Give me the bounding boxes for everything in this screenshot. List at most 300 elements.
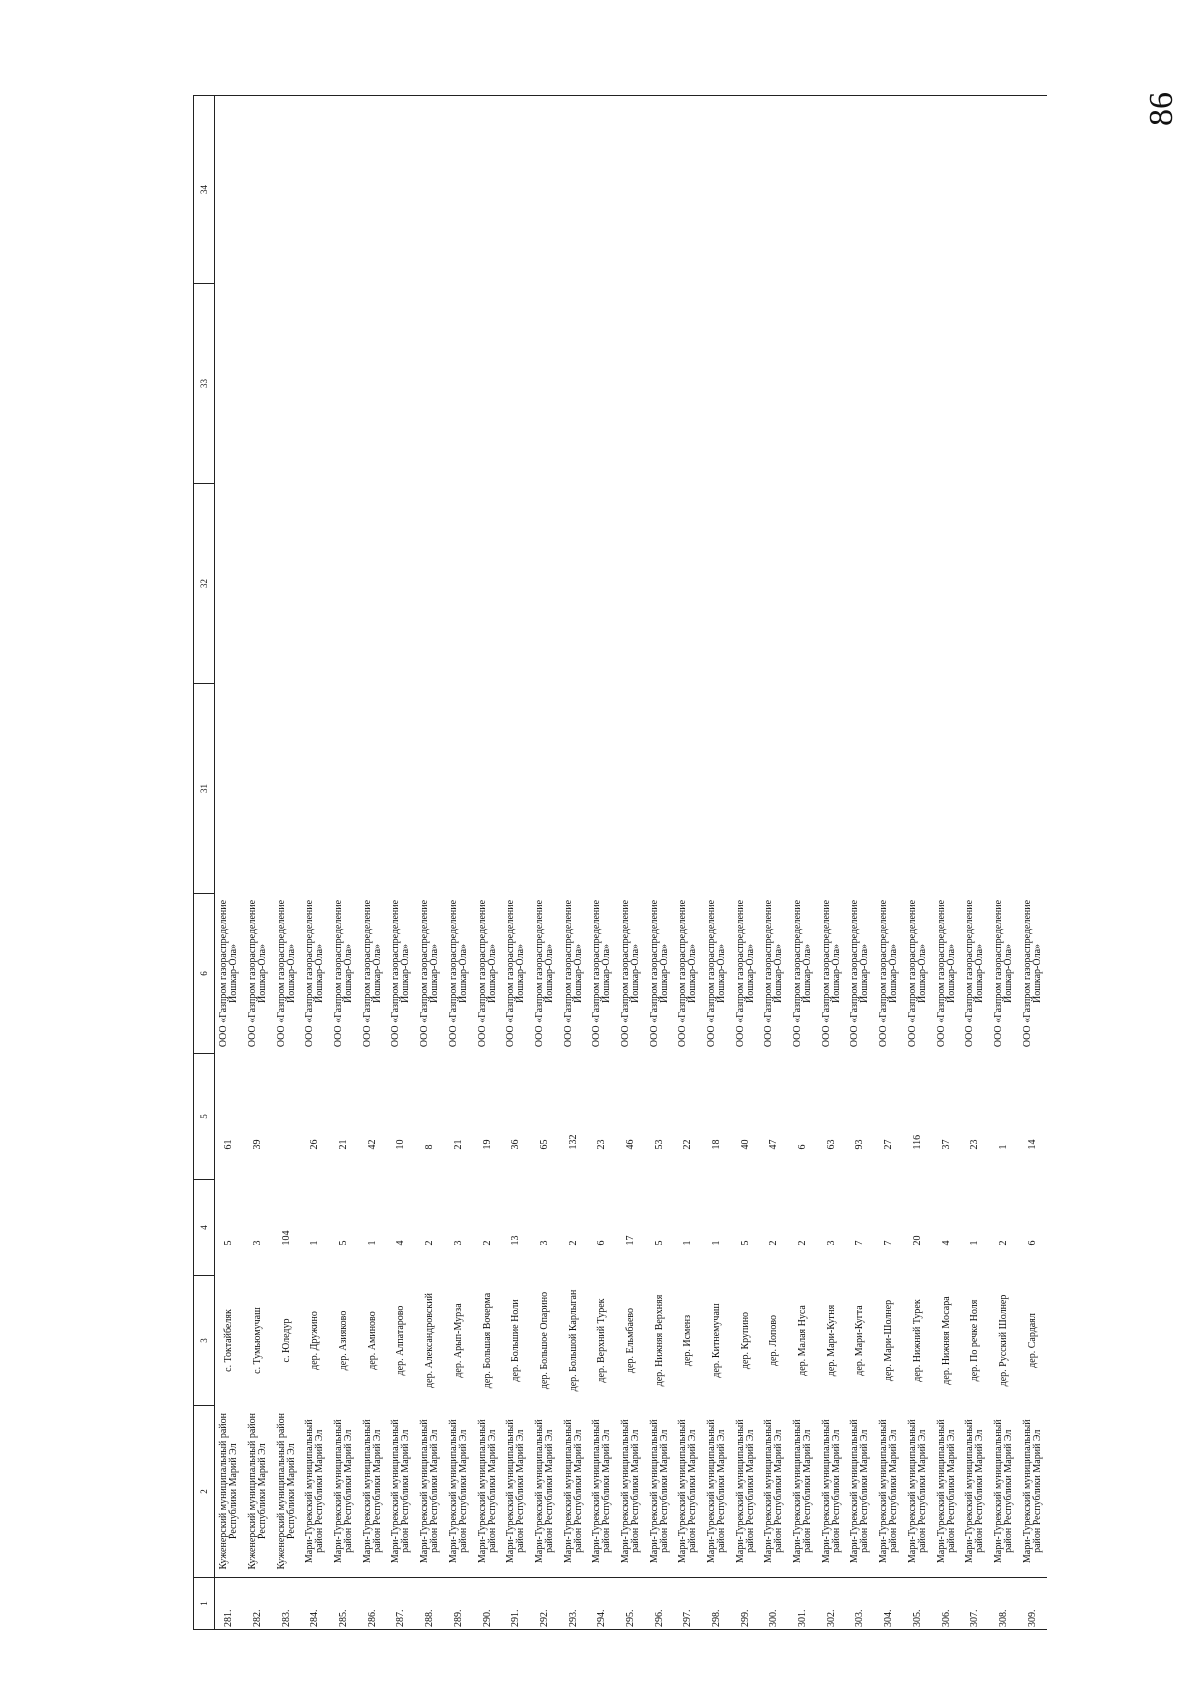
table-row (904, 96, 933, 1630)
cell-c2: Мари-Турекский муниципальный район Республики Марий Эл (734, 1419, 756, 1564)
cell-c4: 5 (653, 1240, 665, 1246)
empty-cell (731, 684, 760, 894)
cell-c2: Мари-Турекский муниципальный район Республики Марий Эл (849, 1419, 871, 1564)
empty-cell (990, 484, 1019, 684)
empty-cell (387, 96, 416, 284)
table-row (330, 96, 359, 1630)
empty-cell (1018, 284, 1047, 484)
cell-c1: 295. (617, 1578, 646, 1630)
cell-c5: 40 (739, 1139, 751, 1150)
table-row (990, 96, 1019, 1630)
cell-c2: Куженерский муниципальный район Республики Марий Эл (275, 1412, 297, 1570)
cell-c4: 7 (854, 1240, 866, 1246)
cell-c5: 65 (538, 1139, 550, 1150)
cell-c4: 3 (452, 1240, 464, 1246)
cell-c6: ООО «Газпром газораспределение Йошкар-Ола» (964, 899, 986, 1048)
empty-cell (1018, 96, 1047, 284)
empty-cell (731, 484, 760, 684)
cell-c2: Мари-Турекский муниципальный район Республики Марий Эл (1021, 1419, 1043, 1564)
empty-cell (445, 96, 474, 284)
cell-c6: ООО «Газпром газораспределение Йошкар-Ола» (619, 899, 641, 1048)
empty-cell (502, 484, 531, 684)
cell-c4: 2 (424, 1240, 436, 1246)
empty-cell (330, 96, 359, 284)
empty-cell (1018, 684, 1047, 894)
cell-c5: 47 (768, 1139, 780, 1150)
empty-cell (588, 484, 617, 684)
cell-c6: ООО «Газпром газораспределение Йошкар-Ола» (419, 899, 441, 1048)
empty-cell (330, 284, 359, 484)
column-header-2: 2 (194, 1406, 215, 1578)
cell-c5: 63 (825, 1139, 837, 1150)
empty-cell (617, 96, 646, 284)
page-number: 86 (1143, 92, 1180, 126)
empty-cell (531, 284, 560, 484)
cell-c3: дер. Мари-Кугня (825, 1304, 837, 1377)
table-row (559, 96, 588, 1630)
cell-c6: ООО «Газпром газораспределение Йошкар-Ола» (792, 899, 814, 1048)
cell-c4: 1 (682, 1240, 694, 1246)
cell-c4: 20 (911, 1235, 923, 1246)
empty-cell (932, 484, 961, 684)
cell-c5: 23 (969, 1139, 981, 1150)
cell-c3: дер. Дружино (309, 1311, 321, 1370)
empty-cell (272, 284, 301, 484)
table-row (645, 96, 674, 1630)
cell-c5: 10 (395, 1139, 407, 1150)
cell-c1: 288. (416, 1578, 445, 1630)
cell-c4: 2 (997, 1240, 1009, 1246)
column-header-6: 6 (194, 894, 215, 1054)
cell-c3: дер. Арып-Мурза (452, 1303, 464, 1378)
empty-cell (244, 96, 273, 284)
cell-c1: 298. (703, 1578, 732, 1630)
cell-c2: Мари-Турекский муниципальный район Республики Марий Эл (304, 1419, 326, 1564)
empty-cell (904, 684, 933, 894)
empty-cell (645, 96, 674, 284)
empty-cell (990, 96, 1019, 284)
cell-c2: Мари-Турекский муниципальный район Республики Марий Эл (591, 1419, 613, 1564)
empty-cell (588, 96, 617, 284)
empty-cell (617, 284, 646, 484)
table-row (445, 96, 474, 1630)
empty-cell (416, 96, 445, 284)
cell-c4: 4 (395, 1240, 407, 1246)
table-body (215, 96, 1047, 1630)
cell-c3: дер. По речке Ноля (969, 1299, 981, 1382)
empty-cell (358, 284, 387, 484)
cell-c4: 2 (797, 1240, 809, 1246)
cell-c1: 296. (645, 1578, 674, 1630)
cell-c6: ООО «Газпром газораспределение Йошкар-Ола» (591, 899, 613, 1048)
column-header-4: 4 (194, 1180, 215, 1276)
column-header-5: 5 (194, 1054, 215, 1180)
cell-c2: Мари-Турекский муниципальный район Республики Марий Эл (706, 1419, 728, 1564)
cell-c2: Мари-Турекский муниципальный район Республики Марий Эл (447, 1419, 469, 1564)
cell-c2: Мари-Турекский муниципальный район Республики Марий Эл (677, 1419, 699, 1564)
column-header-31: 31 (194, 684, 215, 894)
cell-c3: дер. Нижняя Мосара (940, 1296, 952, 1385)
cell-c3: дер. Верхний Турек (596, 1298, 608, 1383)
header-row (194, 96, 215, 1630)
cell-c2: Мари-Турекский муниципальный район Республики Марий Эл (333, 1419, 355, 1564)
cell-c6: ООО «Газпром газораспределение Йошкар-Ола» (361, 899, 383, 1048)
cell-c4: 5 (223, 1240, 235, 1246)
column-header-1: 1 (194, 1578, 215, 1630)
cell-c1: 306. (932, 1578, 961, 1630)
cell-c3: дер. Мари-Кугта (854, 1305, 866, 1376)
cell-c5: 42 (366, 1139, 378, 1150)
empty-cell (846, 96, 875, 284)
cell-c3: дер. Китнемучаш (711, 1303, 723, 1378)
table-row (875, 96, 904, 1630)
cell-c6: ООО «Газпром газораспределение Йошкар-Ола» (677, 899, 699, 1048)
table-row (301, 96, 330, 1630)
cell-c6: ООО «Газпром газораспределение Йошкар-Ола» (476, 899, 498, 1048)
empty-cell (387, 284, 416, 484)
cell-c2: Мари-Турекский муниципальный район Республики Марий Эл (763, 1419, 785, 1564)
table-row (1018, 96, 1047, 1630)
cell-c1: 281. (215, 1578, 244, 1630)
empty-cell (473, 284, 502, 484)
cell-c5: 37 (940, 1139, 952, 1150)
table-row (502, 96, 531, 1630)
cell-c6: ООО «Газпром газораспределение Йошкар-Ола» (906, 899, 928, 1048)
empty-cell (502, 96, 531, 284)
cell-c4: 2 (768, 1240, 780, 1246)
cell-c6: ООО «Газпром газораспределение Йошкар-Ола» (992, 899, 1014, 1048)
cell-c1: 286. (358, 1578, 387, 1630)
empty-cell (358, 484, 387, 684)
table-row (617, 96, 646, 1630)
empty-cell (617, 684, 646, 894)
cell-c4: 3 (825, 1240, 837, 1246)
empty-cell (703, 96, 732, 284)
empty-cell (531, 684, 560, 894)
empty-cell (932, 96, 961, 284)
empty-cell (1018, 484, 1047, 684)
empty-cell (445, 284, 474, 484)
column-header-33: 33 (194, 284, 215, 484)
cell-c4: 1 (969, 1240, 981, 1246)
empty-cell (559, 96, 588, 284)
table-row (846, 96, 875, 1630)
empty-cell (731, 96, 760, 284)
cell-c3: с. Токтайбеляк (223, 1309, 235, 1372)
cell-c4: 2 (481, 1240, 493, 1246)
empty-cell (645, 484, 674, 684)
cell-c6: ООО «Газпром газораспределение Йошкар-Ола» (648, 899, 670, 1048)
cell-c1: 300. (760, 1578, 789, 1630)
empty-cell (272, 96, 301, 284)
cell-c4: 3 (538, 1240, 550, 1246)
cell-c4: 1 (366, 1240, 378, 1246)
cell-c2: Куженерский муниципальный район Республики Марий Эл (218, 1412, 240, 1570)
cell-c5: 22 (682, 1139, 694, 1150)
empty-cell (387, 484, 416, 684)
empty-cell (760, 96, 789, 284)
empty-cell (674, 96, 703, 284)
empty-cell (301, 484, 330, 684)
empty-cell (817, 684, 846, 894)
cell-c5: 53 (653, 1139, 665, 1150)
cell-c2: Мари-Турекский муниципальный район Республики Марий Эл (935, 1419, 957, 1564)
empty-cell (817, 284, 846, 484)
empty-cell (961, 484, 990, 684)
cell-c3: дер. Александровский (424, 1293, 436, 1388)
cell-c6: ООО «Газпром газораспределение Йошкар-Ола» (820, 899, 842, 1048)
cell-c5: 46 (624, 1139, 636, 1150)
cell-c5: 14 (1026, 1139, 1038, 1150)
table-row (703, 96, 732, 1630)
cell-c4: 2 (567, 1240, 579, 1246)
cell-c3: дер. Нижний Турек (911, 1299, 923, 1382)
empty-cell (703, 484, 732, 684)
empty-cell (502, 684, 531, 894)
empty-cell (703, 284, 732, 484)
cell-c3: дер. Сардаял (1026, 1313, 1038, 1368)
empty-cell (990, 284, 1019, 484)
cell-c2: Мари-Турекский муниципальный район Республики Марий Эл (361, 1419, 383, 1564)
cell-c5: 21 (452, 1139, 464, 1150)
cell-c5: 21 (338, 1139, 350, 1150)
cell-c2: Мари-Турекский муниципальный район Республики Марий Эл (648, 1419, 670, 1564)
cell-c4: 7 (883, 1240, 895, 1246)
empty-cell (674, 484, 703, 684)
cell-c1: 287. (387, 1578, 416, 1630)
table-row (817, 96, 846, 1630)
cell-c5: 132 (567, 1134, 579, 1150)
cell-c5: 19 (481, 1139, 493, 1150)
cell-c3: дер. Мари-Шолнер (883, 1299, 895, 1382)
empty-cell (387, 684, 416, 894)
empty-cell (961, 96, 990, 284)
table-row (473, 96, 502, 1630)
cell-c1: 301. (789, 1578, 818, 1630)
empty-cell (789, 484, 818, 684)
empty-cell (244, 484, 273, 684)
empty-cell (559, 284, 588, 484)
cell-c1: 299. (731, 1578, 760, 1630)
cell-c2: Мари-Турекский муниципальный район Республики Марий Эл (820, 1419, 842, 1564)
cell-c2: Куженерский муниципальный район Республики Марий Эл (247, 1412, 269, 1570)
cell-c3: дер. Большой Карлыган (567, 1289, 579, 1392)
cell-c1: 308. (990, 1578, 1019, 1630)
cell-c1: 309. (1018, 1578, 1047, 1630)
empty-cell (588, 284, 617, 484)
cell-c1: 290. (473, 1578, 502, 1630)
cell-c6: ООО «Газпром газораспределение Йошкар-Ола» (763, 899, 785, 1048)
empty-cell (244, 684, 273, 894)
cell-c4: 1 (711, 1240, 723, 1246)
empty-cell (531, 96, 560, 284)
cell-c5: 27 (883, 1139, 895, 1150)
cell-c4: 3 (252, 1240, 264, 1246)
empty-cell (416, 484, 445, 684)
cell-c3: дер. Азияково (338, 1310, 350, 1371)
cell-c1: 305. (904, 1578, 933, 1630)
cell-c3: дер. Нижняя Верхняя (653, 1294, 665, 1387)
cell-c6: ООО «Газпром газораспределение Йошкар-Ола» (218, 899, 240, 1048)
empty-cell (789, 684, 818, 894)
cell-c4: 5 (338, 1240, 350, 1246)
empty-cell (875, 96, 904, 284)
cell-c1: 284. (301, 1578, 330, 1630)
cell-c6: ООО «Газпром газораспределение Йошкар-Ола» (849, 899, 871, 1048)
empty-cell (703, 684, 732, 894)
cell-c1: 282. (244, 1578, 273, 1630)
empty-cell (416, 684, 445, 894)
column-header-34: 34 (194, 96, 215, 284)
empty-cell (961, 684, 990, 894)
empty-cell (932, 684, 961, 894)
cell-c1: 285. (330, 1578, 359, 1630)
cell-c6: ООО «Газпром газораспределение Йошкар-Ола» (935, 899, 957, 1048)
empty-cell (674, 684, 703, 894)
empty-cell (301, 284, 330, 484)
table-row (789, 96, 818, 1630)
cell-c5: 8 (424, 1144, 436, 1150)
cell-c3: дер. Аминово (366, 1311, 378, 1370)
empty-cell (531, 484, 560, 684)
empty-cell (330, 484, 359, 684)
empty-cell (846, 284, 875, 484)
empty-cell (588, 684, 617, 894)
empty-cell (559, 484, 588, 684)
table-row (674, 96, 703, 1630)
cell-c6: ООО «Газпром газораспределение Йошкар-Ола» (505, 899, 527, 1048)
table-row (215, 96, 244, 1630)
empty-cell (875, 284, 904, 484)
cell-c5: 93 (854, 1139, 866, 1150)
cell-c4: 104 (280, 1230, 292, 1246)
empty-cell (272, 684, 301, 894)
cell-c1: 283. (272, 1578, 301, 1630)
empty-cell (473, 96, 502, 284)
cell-c1: 297. (674, 1578, 703, 1630)
cell-c6: ООО «Газпром газораспределение Йошкар-Ола» (247, 899, 269, 1048)
table-row (932, 96, 961, 1630)
cell-c6: ООО «Газпром газораспределение Йошкар-Ола» (706, 899, 728, 1048)
table-row (272, 96, 301, 1630)
table-row (760, 96, 789, 1630)
cell-c6: ООО «Газпром газораспределение Йошкар-Ола» (878, 899, 900, 1048)
cell-c5: 36 (510, 1139, 522, 1150)
cell-c1: 289. (445, 1578, 474, 1630)
empty-cell (932, 284, 961, 484)
cell-c1: 307. (961, 1578, 990, 1630)
column-header-32: 32 (194, 484, 215, 684)
cell-c4: 1 (309, 1240, 321, 1246)
empty-cell (846, 484, 875, 684)
cell-c3: с. Юледур (280, 1318, 292, 1363)
empty-cell (817, 484, 846, 684)
cell-c3: дер. Крупино (739, 1311, 751, 1370)
cell-c6: ООО «Газпром газораспределение Йошкар-Ола» (390, 899, 412, 1048)
empty-cell (301, 684, 330, 894)
cell-c1: 292. (531, 1578, 560, 1630)
table-row (358, 96, 387, 1630)
empty-cell (645, 284, 674, 484)
empty-cell (760, 684, 789, 894)
cell-c3: дер. Исменз (682, 1314, 694, 1367)
empty-cell (473, 484, 502, 684)
empty-cell (502, 284, 531, 484)
empty-cell (731, 284, 760, 484)
empty-cell (215, 684, 244, 894)
table-row (244, 96, 273, 1630)
empty-cell (215, 484, 244, 684)
cell-c2: Мари-Турекский муниципальный район Республики Марий Эл (906, 1419, 928, 1564)
cell-c4: 5 (739, 1240, 751, 1246)
cell-c5: 1 (997, 1144, 1009, 1150)
cell-c3: дер. Русский Шолнер (997, 1294, 1009, 1387)
empty-cell (617, 484, 646, 684)
empty-cell (301, 96, 330, 284)
cell-c3: дер. Большие Ноли (510, 1299, 522, 1382)
cell-c5 (272, 1054, 301, 1180)
table-row (531, 96, 560, 1630)
empty-cell (904, 284, 933, 484)
empty-cell (215, 96, 244, 284)
cell-c2: Мари-Турекский муниципальный район Республики Марий Эл (992, 1419, 1014, 1564)
cell-c6: ООО «Газпром газораспределение Йошкар-Ола» (447, 899, 469, 1048)
cell-c6: ООО «Газпром газораспределение Йошкар-Ола» (275, 899, 297, 1048)
cell-c3: дер. Большое Опарино (538, 1291, 550, 1390)
cell-c6: ООО «Газпром газораспределение Йошкар-Ола» (734, 899, 756, 1048)
table-row (588, 96, 617, 1630)
empty-cell (990, 684, 1019, 894)
cell-c3: дер. Ельмбаево (624, 1307, 636, 1374)
column-header-3: 3 (194, 1276, 215, 1406)
cell-c6: ООО «Газпром газораспределение Йошкар-Ола» (333, 899, 355, 1048)
table-row (961, 96, 990, 1630)
cell-c2: Мари-Турекский муниципальный район Республики Марий Эл (419, 1419, 441, 1564)
empty-cell (330, 684, 359, 894)
empty-cell (445, 484, 474, 684)
cell-c5: 6 (797, 1144, 809, 1150)
cell-c2: Мари-Турекский муниципальный район Республики Марий Эл (390, 1419, 412, 1564)
empty-cell (416, 284, 445, 484)
empty-cell (559, 684, 588, 894)
rotated-table-container (193, 96, 1153, 1630)
cell-c1: 302. (817, 1578, 846, 1630)
gas-distribution-table (193, 95, 1047, 1630)
cell-c2: Мари-Турекский муниципальный район Республики Марий Эл (619, 1419, 641, 1564)
cell-c1: 291. (502, 1578, 531, 1630)
empty-cell (875, 684, 904, 894)
cell-c4: 4 (940, 1240, 952, 1246)
cell-c5: 26 (309, 1139, 321, 1150)
cell-c5: 39 (252, 1139, 264, 1150)
cell-c4: 13 (510, 1235, 522, 1246)
empty-cell (473, 684, 502, 894)
table-row (416, 96, 445, 1630)
empty-cell (961, 284, 990, 484)
cell-c3: дер. Малая Нуса (797, 1305, 809, 1376)
empty-cell (904, 96, 933, 284)
cell-c2: Мари-Турекский муниципальный район Республики Марий Эл (533, 1419, 555, 1564)
table-row (387, 96, 416, 1630)
cell-c4: 6 (1026, 1240, 1038, 1246)
cell-c5: 18 (711, 1139, 723, 1150)
cell-c1: 293. (559, 1578, 588, 1630)
cell-c6: ООО «Газпром газораспределение Йошкар-Ола» (1021, 899, 1043, 1048)
empty-cell (215, 284, 244, 484)
cell-c2: Мари-Турекский муниципальный район Республики Марий Эл (792, 1419, 814, 1564)
empty-cell (445, 684, 474, 894)
cell-c2: Мари-Турекский муниципальный район Республики Марий Эл (505, 1419, 527, 1564)
